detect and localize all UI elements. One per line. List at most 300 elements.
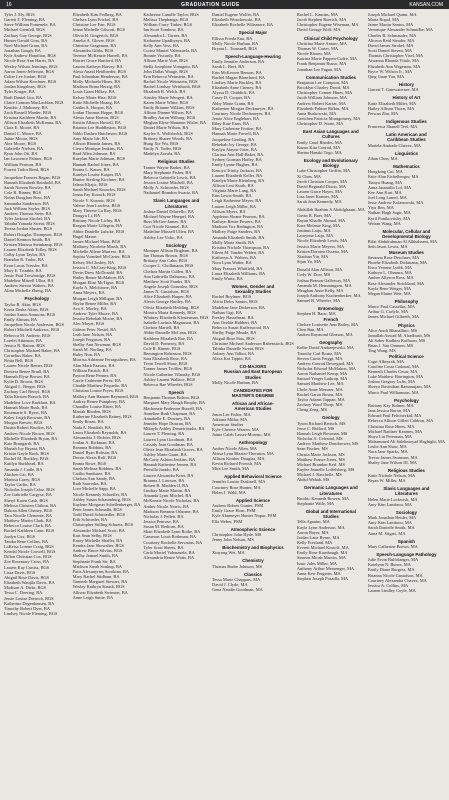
- graduate-name: Jessica Penrose, BA: [143, 519, 179, 524]
- graduate-name: Marco Paul Cassellas, MA: [367, 304, 415, 310]
- section-heading: CANDIDATES FOR: [233, 387, 273, 393]
- graduate-name: Kathryn Renee Powers, BA: [212, 219, 261, 225]
- graduate-name: Hannah Marie Bush, BA: [4, 404, 48, 410]
- graduate-name: David George Wolf, MA: [296, 27, 341, 33]
- graduate-name: Dakota Allen Cheney, BGS: [4, 507, 53, 513]
- graduate-name: Molly Nicole Hurban, BA: [212, 379, 259, 385]
- graduate-name: Ainsley Marie Wengert, BA: [143, 94, 193, 100]
- graduate-name: Jacob Stephen Roerich, MA: [296, 17, 347, 23]
- graduate-name: Presley Hasselman, BA: [212, 314, 254, 320]
- site-name: KANSAN.COM: [409, 1, 443, 8]
- section-heading: Ecology and Evolutionary: [303, 158, 358, 164]
- graduate-name: Lauren Lindley Coyle, MA: [367, 588, 416, 594]
- graduate-name: Jonathan Lee Pagan, MA: [296, 66, 342, 72]
- graduate-name: Chelsea Lynn Frickel, BA: [72, 17, 119, 23]
- graduate-name: Katie Nichole Nelson, MA: [367, 472, 416, 478]
- graduate-name: Remington Robinson, BGS: [143, 351, 192, 356]
- graduate-name: Christopher John Hyde, MS: [212, 531, 262, 537]
- graduate-name: Kari Sean Selby, BGS: [72, 532, 112, 538]
- graduate-name: Jaime Caleb Lasser-Moreno, MA: [212, 432, 271, 438]
- graduate-name: Jana Jessica Boron, MA: [367, 408, 411, 414]
- section-heading: Religious Studies: [387, 467, 425, 473]
- graduate-name: Madison Brina Herzig, BA: [72, 84, 121, 90]
- graduate-name: Abigail Rose Davis, BGS: [4, 574, 50, 580]
- graduate-name: Olivia Jean Elizabeth Graves, BA: [143, 446, 203, 452]
- graduate-name: William Curry Tinker, BGS: [143, 22, 193, 28]
- graduate-name: Zoe Rosemary Cross, BA: [4, 559, 50, 565]
- graduate-name: Rosemarie S. Byers, BA: [4, 409, 48, 415]
- graduate-name: Michelle Allene Marrero, BA: [72, 249, 125, 255]
- graduate-name: Forrest Tudor Reed, BGS: [4, 166, 49, 172]
- graduate-name: Jenna Fay Kozack, BGS: [72, 192, 116, 198]
- graduate-name: Allison Elizabeth Swinson, BA: [72, 589, 128, 595]
- graduate-name: Frank Benjamin Russo, MA: [296, 61, 347, 67]
- graduate-name: Mallory Paige Sanders, BA: [212, 229, 261, 235]
- section-heading: Speech-Language Pathology: [376, 552, 437, 557]
- section-heading: Studies: [322, 514, 339, 520]
- graduate-name: Madeline Mitzell Ulloa, BA: [4, 277, 54, 283]
- graduate-name: Ashley Lee Vidro, BA: [143, 234, 183, 240]
- graduate-name: Lauren Grace Hayes, MA: [296, 189, 343, 194]
- graduate-name: Joseph Michael Quinn, MA: [367, 12, 417, 17]
- graduate-name: Allison Marie Vore, BGS: [143, 58, 188, 64]
- graduate-name: Kristen Dorotea Ossena, MA: [296, 248, 349, 254]
- graduate-name: Margaret Mary Haugh Brophy, BA: [143, 400, 206, 406]
- graduate-name: Allison Myers, BA: [212, 208, 246, 214]
- graduate-name: Christina Louise Pryes, BGS: [72, 388, 124, 394]
- graduate-name: Gretchen Patricia Montgomery, MA: [296, 115, 361, 121]
- graduate-name: Katherine Morgan Deckmeyer, BA: [212, 105, 274, 111]
- graduate-name: Alan Mark Paasass, BA: [72, 362, 115, 368]
- graduate-name: Cornelius Baker, BA: [4, 353, 41, 359]
- graduate-name: Nicholas Joseph Caloz, BGS: [4, 487, 55, 493]
- graduate-name: Melissa Thephanga, BGS: [143, 17, 189, 23]
- section-heading: Anthropology: [238, 440, 268, 446]
- graduate-name: Clara E. Moore, BA: [4, 125, 40, 131]
- graduate-name: Mariah Joy Bryant, BA: [4, 445, 46, 451]
- graduate-name: Rachel Kathleen Cann, BGS: [4, 528, 55, 534]
- column-2: [73, 12, 141, 796]
- graduate-name: Tanner Wayne Barker, BA: [143, 164, 190, 170]
- graduate-name: Chadde Matthew Pequeño, BA: [72, 383, 128, 389]
- section-heading: Studies: [245, 374, 261, 380]
- graduate-name: Megan Elaine Weir, MA: [367, 290, 411, 296]
- graduate-name: Christopher Eugene Wiseman, MA: [296, 22, 359, 28]
- graduate-name: Chelsee Louisette Ann Bailey, MA: [296, 321, 359, 327]
- graduate-name: Brittany Nicole Lichty, BA: [72, 218, 121, 224]
- graduate-name: Kaitlyn Burkhead, BA: [4, 461, 44, 467]
- graduate-name: Lindsey Marie Buckley, BA: [212, 79, 262, 85]
- graduate-name: Rachel L. Kamins, MA: [296, 12, 338, 17]
- graduate-name: Alice Anoli Bhanallino, MS: [367, 327, 418, 333]
- graduate-name: Phoebe Elizabeth Dickmann, MA: [367, 259, 428, 265]
- graduate-name: Tevin Terrell Shaw, BGS: [143, 361, 188, 367]
- graduate-name: Ian Thomas Brown, BGS: [143, 253, 188, 259]
- graduate-name: Lindsey Nicole Fleming, BGS: [4, 610, 58, 616]
- graduate-name: Ian Lawrence Palmer, BGS: [4, 156, 53, 162]
- graduate-name: Jordyn Cox, BGS: [4, 533, 36, 539]
- graduate-name: Jessica Marie Meyers, MA: [296, 243, 345, 249]
- graduate-name: Joshua Daniel Dilavello, BA: [143, 208, 194, 214]
- page-header: [0, 0, 449, 9]
- graduate-name: Courtney Nicole Deckmeyer, BA: [212, 110, 271, 116]
- graduate-name: Wesley Wilson Jennings, BGS: [4, 63, 58, 69]
- graduate-name: Sean Fischer, MS: [296, 446, 328, 452]
- section-heading: Cultures: [321, 134, 340, 140]
- graduate-name: Morgan Brewer, BGS: [4, 420, 43, 426]
- graduate-name: Shelby Jamael Smith, BA: [72, 553, 119, 559]
- section-heading: Psychology: [24, 296, 50, 302]
- graduate-name: Tella Aganim, MA: [296, 519, 330, 525]
- graduate-name: Rachel Lindsay Weisbrodt, BGS: [143, 84, 201, 90]
- graduate-name: Amelia A. Glover, BGS: [72, 37, 115, 43]
- graduate-name: Allison Elizabeth McKenna, BA: [4, 120, 62, 126]
- graduate-name: Cassidy Jean Goodman, BA: [143, 441, 193, 447]
- graduate-name: Chelsea Martin Cullen, BA: [143, 268, 192, 274]
- graduate-name: Olivia Elizabeth Hedding, BGS: [143, 304, 199, 310]
- graduate-name: Emily Rosen, BA: [72, 419, 104, 425]
- graduate-name: Mary Rachel Stidham, BA: [72, 574, 120, 580]
- graduate-name: Taylor Carlin, BA: [4, 482, 36, 488]
- graduate-name: Alice Elizabeth Harper, BA: [143, 294, 192, 300]
- graduate-name: Benjamin Lee Compton, MA: [296, 79, 349, 85]
- graduate-name: Stephen Joseph Posadla, MA: [296, 576, 349, 582]
- graduate-name: Francesca Shanell Teel, MA: [367, 124, 418, 130]
- graduate-name: Nikki Dashea Hutcheson, BGS: [72, 130, 128, 136]
- section-heading: Philosophy: [394, 298, 419, 304]
- graduate-name: Bryce W. Wilson Jr., MA: [367, 68, 413, 74]
- graduate-name: Emily Brianne Wilkins, BGS: [143, 104, 195, 110]
- graduate-name: Lisa Janet Kramer, MA: [296, 194, 339, 200]
- graduate-name: Matthew Scott Franks, BA: [143, 278, 191, 284]
- column-5: [297, 12, 365, 796]
- graduate-name: Christopher Stilling Schuetz, BGS: [72, 522, 134, 528]
- graduate-name: Lauren Elizabeth Tolley, BGS: [4, 247, 57, 253]
- graduate-name: Appleton Sloane Pearson, BA: [212, 213, 265, 219]
- graduate-name: Todd David Schmiedler, BGS: [72, 512, 126, 518]
- graduate-name: Dustin Robert Brucker, BA: [4, 425, 53, 431]
- graduate-name: Alex Moore, BGS: [4, 140, 37, 146]
- graduate-name: Edward Paul Felicitezkid, MA: [367, 413, 422, 419]
- graduate-name: Kayla A. Melchiorre, BA: [72, 285, 118, 291]
- graduate-name: Jessie Paul Trowbridge, BGS: [4, 272, 56, 278]
- graduate-name: Cagri Alkeyrak, MA: [367, 358, 405, 364]
- graduate-name: Lauren Kay Curtiss, BGS: [4, 564, 50, 570]
- graduate-name: Cole R. Rinner, BGS: [4, 190, 42, 196]
- graduate-name: Madison Breanna Osborne, BA: [143, 508, 199, 514]
- graduate-name: Lauren Nicole Bemer, BGS: [4, 363, 53, 369]
- graduate-name: Lauren Alexandra Kriet, BA: [143, 472, 194, 478]
- graduate-name: Anneline Ruth Chapman, BA: [143, 410, 196, 416]
- graduate-name: Hannah Leigh Bowman, MS: [296, 430, 348, 436]
- graduate-name: Allison Dianne Wilson, BA: [143, 109, 192, 115]
- graduate-name: Jacqueline Nicole Anderson, BGS: [4, 322, 64, 328]
- graduate-name: Tessa Marie Chappars, MA: [212, 576, 261, 582]
- graduate-name: William Pearson, BA: [4, 161, 42, 167]
- graduate-name: Hailey Allison Thorn, MA: [367, 105, 415, 111]
- graduate-name: Erica Yvonne Lydik, MA: [367, 265, 413, 271]
- graduate-name: Kaeylan Marie Johnson, BGS: [72, 156, 126, 162]
- graduate-name: Luke Christopher Griffin, MA: [296, 168, 351, 174]
- graduate-name: Elizabeth Rochelle Wiltsmore, BA: [212, 22, 273, 28]
- graduate-name: Mary Frances Whitfield, BA: [212, 265, 263, 271]
- graduate-name: Arthur G. Carlyle, MA: [367, 309, 409, 315]
- graduate-name: Peter James Schmalbi, BGS: [72, 507, 122, 512]
- graduate-name: Luke Matthew Harrington, MA: [367, 374, 424, 380]
- graduate-name: Kyle Cherese Warren, MA: [212, 427, 259, 433]
- graduate-name: Nolan Douglass Ross, BA: [4, 195, 51, 201]
- graduate-name: Brodric Kenneth Bowen, MA: [296, 495, 350, 501]
- graduate-name: Dillon Christian Cox, BGS: [4, 554, 52, 560]
- graduate-name: Laura Elizabeth Williams, BA: [212, 270, 266, 276]
- graduate-name: Alexa Kai Tippin, BA: [212, 356, 251, 362]
- graduate-name: Preisilla Jurado, BA: [143, 467, 179, 473]
- graduate-name: American Studies: [212, 421, 244, 427]
- graduate-name: Mallarey Nicolette Marsh, BA: [72, 244, 127, 250]
- graduate-name: Emily Rose Kornbaugh, MA: [296, 550, 348, 556]
- graduate-name: David D. Pomeroy, BA: [143, 340, 185, 346]
- graduate-name: Rachel Magan Blanchard, BA: [212, 74, 265, 80]
- graduate-name: Erin Lewis-Smith, BA: [212, 193, 252, 199]
- graduate-name: Timothy Carl Boutz, MA: [296, 350, 342, 356]
- graduate-name: Brianna Lee Huddleston, BGS: [72, 125, 127, 131]
- graduate-name: Rachel M. Buckley, BGS: [4, 456, 49, 462]
- graduate-name: Mary Catherine Brown, MA: [367, 543, 418, 549]
- graduate-name: Christopher Michael Baker, BA: [4, 348, 60, 353]
- graduate-name: Tabitha Danielle Sweat, BGS: [212, 345, 264, 351]
- graduate-name: Elizabeth Ann Wagenaar, MA: [367, 63, 421, 69]
- graduate-name: Ann Ovelda Hubbert, BA: [212, 320, 258, 326]
- graduate-name: Qing Guan Yan, MA: [367, 73, 405, 79]
- graduate-name: Kate Brungardt, BA: [4, 440, 40, 446]
- graduate-name: Matthew Martin Clark, BA: [4, 518, 52, 524]
- graduate-name: James Michael Gilbreth, MA: [367, 314, 420, 320]
- graduate-name: Hunter Sterling Kirchner, BA: [72, 177, 125, 182]
- graduate-name: Helen J. Wahl, MA: [212, 489, 246, 495]
- graduate-name: Andrew Robert Karser, MA: [296, 100, 346, 106]
- graduate-name: Anna Jaramillo Lol, MA: [367, 184, 412, 190]
- graduate-name: Anthony Arthur Messenger, MA: [296, 565, 355, 571]
- graduate-name: Hannah Katherine Jensen, BA: [143, 462, 197, 468]
- graduate-name: Katherine Camille Taylor, BGS: [143, 12, 199, 17]
- graduate-name: Carrie Catherine Perez, BA: [72, 378, 121, 384]
- graduate-name: Paul Johnathan Henderson, BA: [72, 73, 128, 79]
- section-heading: CO-MAJORS: [239, 364, 267, 370]
- graduate-name: Kendal Nicole Crowell, BGS: [4, 549, 56, 555]
- graduate-name: Kristina Kathleen Martin, BA: [4, 115, 57, 121]
- graduate-name: Caitlin Sandusee, BA: [72, 470, 111, 476]
- graduate-name: Samuel Matthew Lee, MA: [296, 381, 344, 387]
- section-heading: Geography: [319, 340, 343, 346]
- graduate-name: Leah Jane Nelson, BA: [72, 331, 113, 337]
- graduate-name: Steve William Fontenele, BA: [4, 22, 56, 28]
- graduate-name: Katie Michelle Hoang, BA: [72, 99, 120, 105]
- graduate-name: Jennifer Louise Dushnell, MA: [212, 479, 266, 485]
- graduate-name: Susan M. Redican, BA: [143, 524, 184, 530]
- section-heading: Biology: [322, 163, 339, 169]
- graduate-name: Katelynn N. Bunce, MA: [367, 562, 411, 568]
- graduate-name: Louis Grant Hilkey, BA: [72, 89, 115, 95]
- graduate-name: Christine Michael Anderson Rabenstock, BGS: [212, 340, 294, 346]
- graduate-name: Mary Therese La Roy, BGS: [72, 207, 122, 213]
- graduate-name: Jordan A. Rickman, BA: [72, 439, 115, 445]
- section-heading: Developmental Biology: [382, 234, 431, 240]
- section-heading: Literatures: [319, 490, 343, 496]
- graduate-name: Abdullah Ibrahim A Abdulghaani, MA: [296, 207, 365, 213]
- graduate-name: Maria Ropal, MA: [367, 17, 400, 23]
- graduate-name: Allison Rhonda James, BA: [72, 140, 121, 146]
- graduate-name: Alexandra L. Turner, BA: [143, 32, 188, 38]
- graduate-name: Jacob William Johnson, MA: [296, 95, 347, 101]
- graduate-name: Hugel Mason: [72, 233, 97, 239]
- section-heading: Slavic Languages and: [383, 486, 430, 492]
- section-heading: Entomology: [318, 306, 344, 312]
- graduate-name: Lauren Leigh Miller, BA: [212, 203, 257, 209]
- graduate-name: Kayla Lynn Anderson, MA: [296, 524, 345, 530]
- graduate-name: Lissa Davis, BGS: [4, 569, 36, 575]
- graduate-name: Yiyu Ren, MA: [367, 205, 394, 211]
- graduate-name: Meaghan Anne Kelly, MA: [296, 287, 344, 293]
- graduate-name: Timothy Robert Dyer, BA: [4, 605, 51, 611]
- graduate-name: Simeon Micah Marvin, MA: [296, 555, 346, 561]
- graduate-name: Thomas Christopher Visel, MA: [367, 53, 424, 59]
- graduate-name: Madison A. Dirks, BGS: [4, 585, 47, 591]
- graduate-name: Leigh Katherine Meyer, BA: [212, 198, 262, 204]
- section-heading: Germanic Languages and: [304, 485, 358, 491]
- graduate-name: Andrew Steven Walters, BA: [4, 283, 54, 289]
- graduate-name: Erin McKeown Benson, BA: [212, 69, 262, 75]
- graduate-name: Kevin Richard Frowsh, MA: [212, 460, 262, 466]
- graduate-name: Rifat Abdulrahman Al Alkhabaem, MA: [367, 239, 438, 245]
- graduate-name: Gabrielle Nielsen, BA: [4, 146, 44, 152]
- graduate-name: Stephen H. Bacu, MA: [296, 311, 336, 317]
- section-heading: Political Science: [389, 353, 424, 359]
- graduate-name: Gavin B. Baer, MA: [296, 212, 332, 218]
- graduate-name: Cori Nicole Kimmel, BA: [143, 224, 188, 230]
- graduate-name: Marco Paul Williamson, MA: [367, 389, 419, 395]
- graduate-name: Sarah Melissa Robbins, BA: [72, 465, 122, 471]
- graduate-name: Harriet Grace Hartford, BA: [72, 58, 122, 64]
- graduate-name: Shaley Jane Wilson III, MA: [367, 459, 417, 465]
- graduate-name: David Reginald Dixon, MA: [296, 183, 346, 189]
- graduate-name: Zachary Ward Thorp, MA: [296, 402, 343, 408]
- graduate-name: Cierra Monique Jenkins, BA: [72, 146, 124, 152]
- graduate-name: Katheryn A. Walters, BA: [212, 255, 257, 261]
- graduate-name: Jelena Kljajic, BGS: [72, 182, 108, 188]
- graduate-name: Katrina Marie Pappen-Codre, MA: [296, 56, 358, 62]
- graduate-name: Kara Melanie King, MA: [296, 222, 341, 228]
- graduate-name: Trevor James Swanson, MA: [367, 454, 418, 460]
- graduate-name: Joshua Benson Galloway, MA: [296, 277, 351, 283]
- graduate-name: Samantha Sanderson, BA: [4, 200, 49, 206]
- graduate-name: Taylor R. Akin, BGS: [4, 301, 41, 307]
- graduate-name: Ashley Lauren Wallace, BGS: [143, 376, 196, 382]
- graduate-name: Stephanie Frank Sir, BA: [72, 558, 116, 564]
- graduate-name: Hunter Gerald Goss, BA: [4, 37, 48, 43]
- graduate-name: Nada A. Rendish, BA: [72, 424, 111, 430]
- graduate-name: Elizabeth R. Welch, BA: [143, 89, 186, 95]
- graduate-name: Abdul Wahab, MS: [296, 477, 330, 483]
- graduate-name: Kelly Freeland, MA: [296, 540, 333, 545]
- graduate-name: Ashley Marie Grant, BA: [143, 451, 187, 457]
- graduate-name: Amber Nicole Norris, BA: [143, 503, 189, 509]
- graduate-name: Adam Wilson Kerchner, BGS: [4, 79, 57, 85]
- graduate-name: Mira Lee Smith, MA: [212, 466, 250, 472]
- graduate-name: Jessica Rebekah Moore, BA: [72, 316, 123, 322]
- graduate-name: Peiwan Zhu, MA: [367, 110, 399, 116]
- graduate-name: Shreya Ravindran Ramanujam, MA: [367, 384, 431, 390]
- graduate-name: Nicole Kennedy Schaeffer, BA: [72, 491, 128, 497]
- section-heading: History of Art: [392, 95, 421, 101]
- graduate-name: William Patrick, BA: [72, 367, 109, 373]
- graduate-name: Madeline Love Burkhart, BA: [4, 399, 56, 405]
- graduate-name: Lauren Lynn Goodman, BA: [143, 436, 193, 442]
- graduate-name: Madelyn Zavala, BA: [143, 151, 181, 157]
- graduate-name: Cameron Louis Rothman, BA: [143, 534, 197, 540]
- graduate-name: Rose Alexander Strickland, MA: [367, 280, 425, 286]
- graduate-name: Mackenzie Enderson Burrell, BA: [143, 405, 203, 411]
- graduate-name: Mallory Ann Hansen Raymond, BGS: [72, 393, 139, 399]
- graduate-name: Zachary Carl Berryl, BGS: [4, 389, 51, 395]
- graduate-name: Michael Ratliner Kearnes, MA: [367, 428, 423, 434]
- graduate-name: Nicholas J. Pellett, BA: [143, 513, 184, 519]
- section-heading: Religious Studies: [157, 159, 195, 165]
- graduate-name: Lorelei Atkinson, BA: [4, 337, 42, 343]
- graduate-name: Courtney Rochelle Servatius, BA: [143, 539, 203, 545]
- graduate-name: Rebecca Susan Kuffersrood, BA: [212, 325, 270, 331]
- graduate-name: Joseph Ferguson, BA: [72, 336, 111, 342]
- graduate-name: Veronique Alexander Schmidbe, MA: [367, 27, 433, 33]
- graduate-name: Cole R. Rinner, BGS: [143, 345, 181, 351]
- graduate-name: Emily Lynne Hughes, BA: [212, 162, 258, 168]
- graduate-name: Carla Maciel Valenzuela, BA: [143, 549, 195, 555]
- graduate-name: Sara Elizabeth Rose, BA: [143, 356, 188, 362]
- graduate-name: Emily Wurtz, BA: [212, 275, 243, 281]
- graduate-name: Mark Jonathan Heider, MA: [367, 515, 417, 521]
- graduate-name: Sarah Noreen Rowley, BA: [4, 185, 51, 191]
- graduate-name: Olivia H. Gingerich, BGS: [72, 32, 119, 38]
- graduate-name: Kyril Ponikovitsky, MA: [367, 215, 411, 221]
- graduate-name: Zhichen Cai, BA: [4, 471, 34, 477]
- graduate-name: Amanda Elizabeth Smith, BA: [212, 234, 265, 240]
- graduate-name: Mikayla Ashley Demetrioudis, BA: [143, 426, 205, 432]
- graduate-name: Cody W. Dow, MS: [296, 272, 331, 278]
- section-heading: African and African-: [232, 401, 274, 407]
- graduate-name: Alexandria J. Richter, BGS: [72, 434, 121, 440]
- graduate-name: Nathan Gigi, BA: [212, 309, 242, 315]
- graduate-name: Stephanie Wille, MA: [296, 500, 335, 506]
- graduate-name: Sheina Hanaki Togo, MA: [296, 149, 342, 155]
- graduate-name: Courtney Alexandra Chavez, MA: [367, 577, 427, 583]
- graduate-name: Katherine Degenhausen, BA: [4, 600, 55, 606]
- graduate-name: Elizabeth Kim Fedberg, BA: [72, 12, 122, 17]
- graduate-name: Nicole Rose Ann Harris, BA: [4, 58, 55, 64]
- graduate-name: Nicholas A. Celestial, MS: [296, 436, 343, 442]
- graduate-name: Bonnie Viscardy, BA: [143, 53, 181, 59]
- graduate-name: Nicole Bloom, MA: [296, 51, 331, 57]
- graduate-name: Bryan W. Miller, MA: [367, 478, 406, 484]
- section-heading: Atmospheric Science: [230, 526, 276, 532]
- graduate-name: Amanda M. Hemmingsen, MA: [296, 282, 352, 288]
- graduate-name: Rebecca Gabrielle Lewis, BA: [143, 174, 196, 180]
- graduate-name: Colby Lynn Taylor, BA: [4, 252, 46, 258]
- graduate-name: Jessie Louise Dietrich, BGS: [4, 595, 54, 601]
- graduate-name: Andrew Thomas Stein, BA: [4, 210, 52, 216]
- graduate-name: Tanner James Trollier, BGS: [143, 366, 193, 372]
- graduate-name: Morgan Elise McTigue, BGS: [72, 280, 125, 286]
- graduate-name: Daniel Marie Wilson, BA: [143, 125, 189, 131]
- graduate-name: Andrew Matthew Dombrower, MS: [296, 441, 359, 447]
